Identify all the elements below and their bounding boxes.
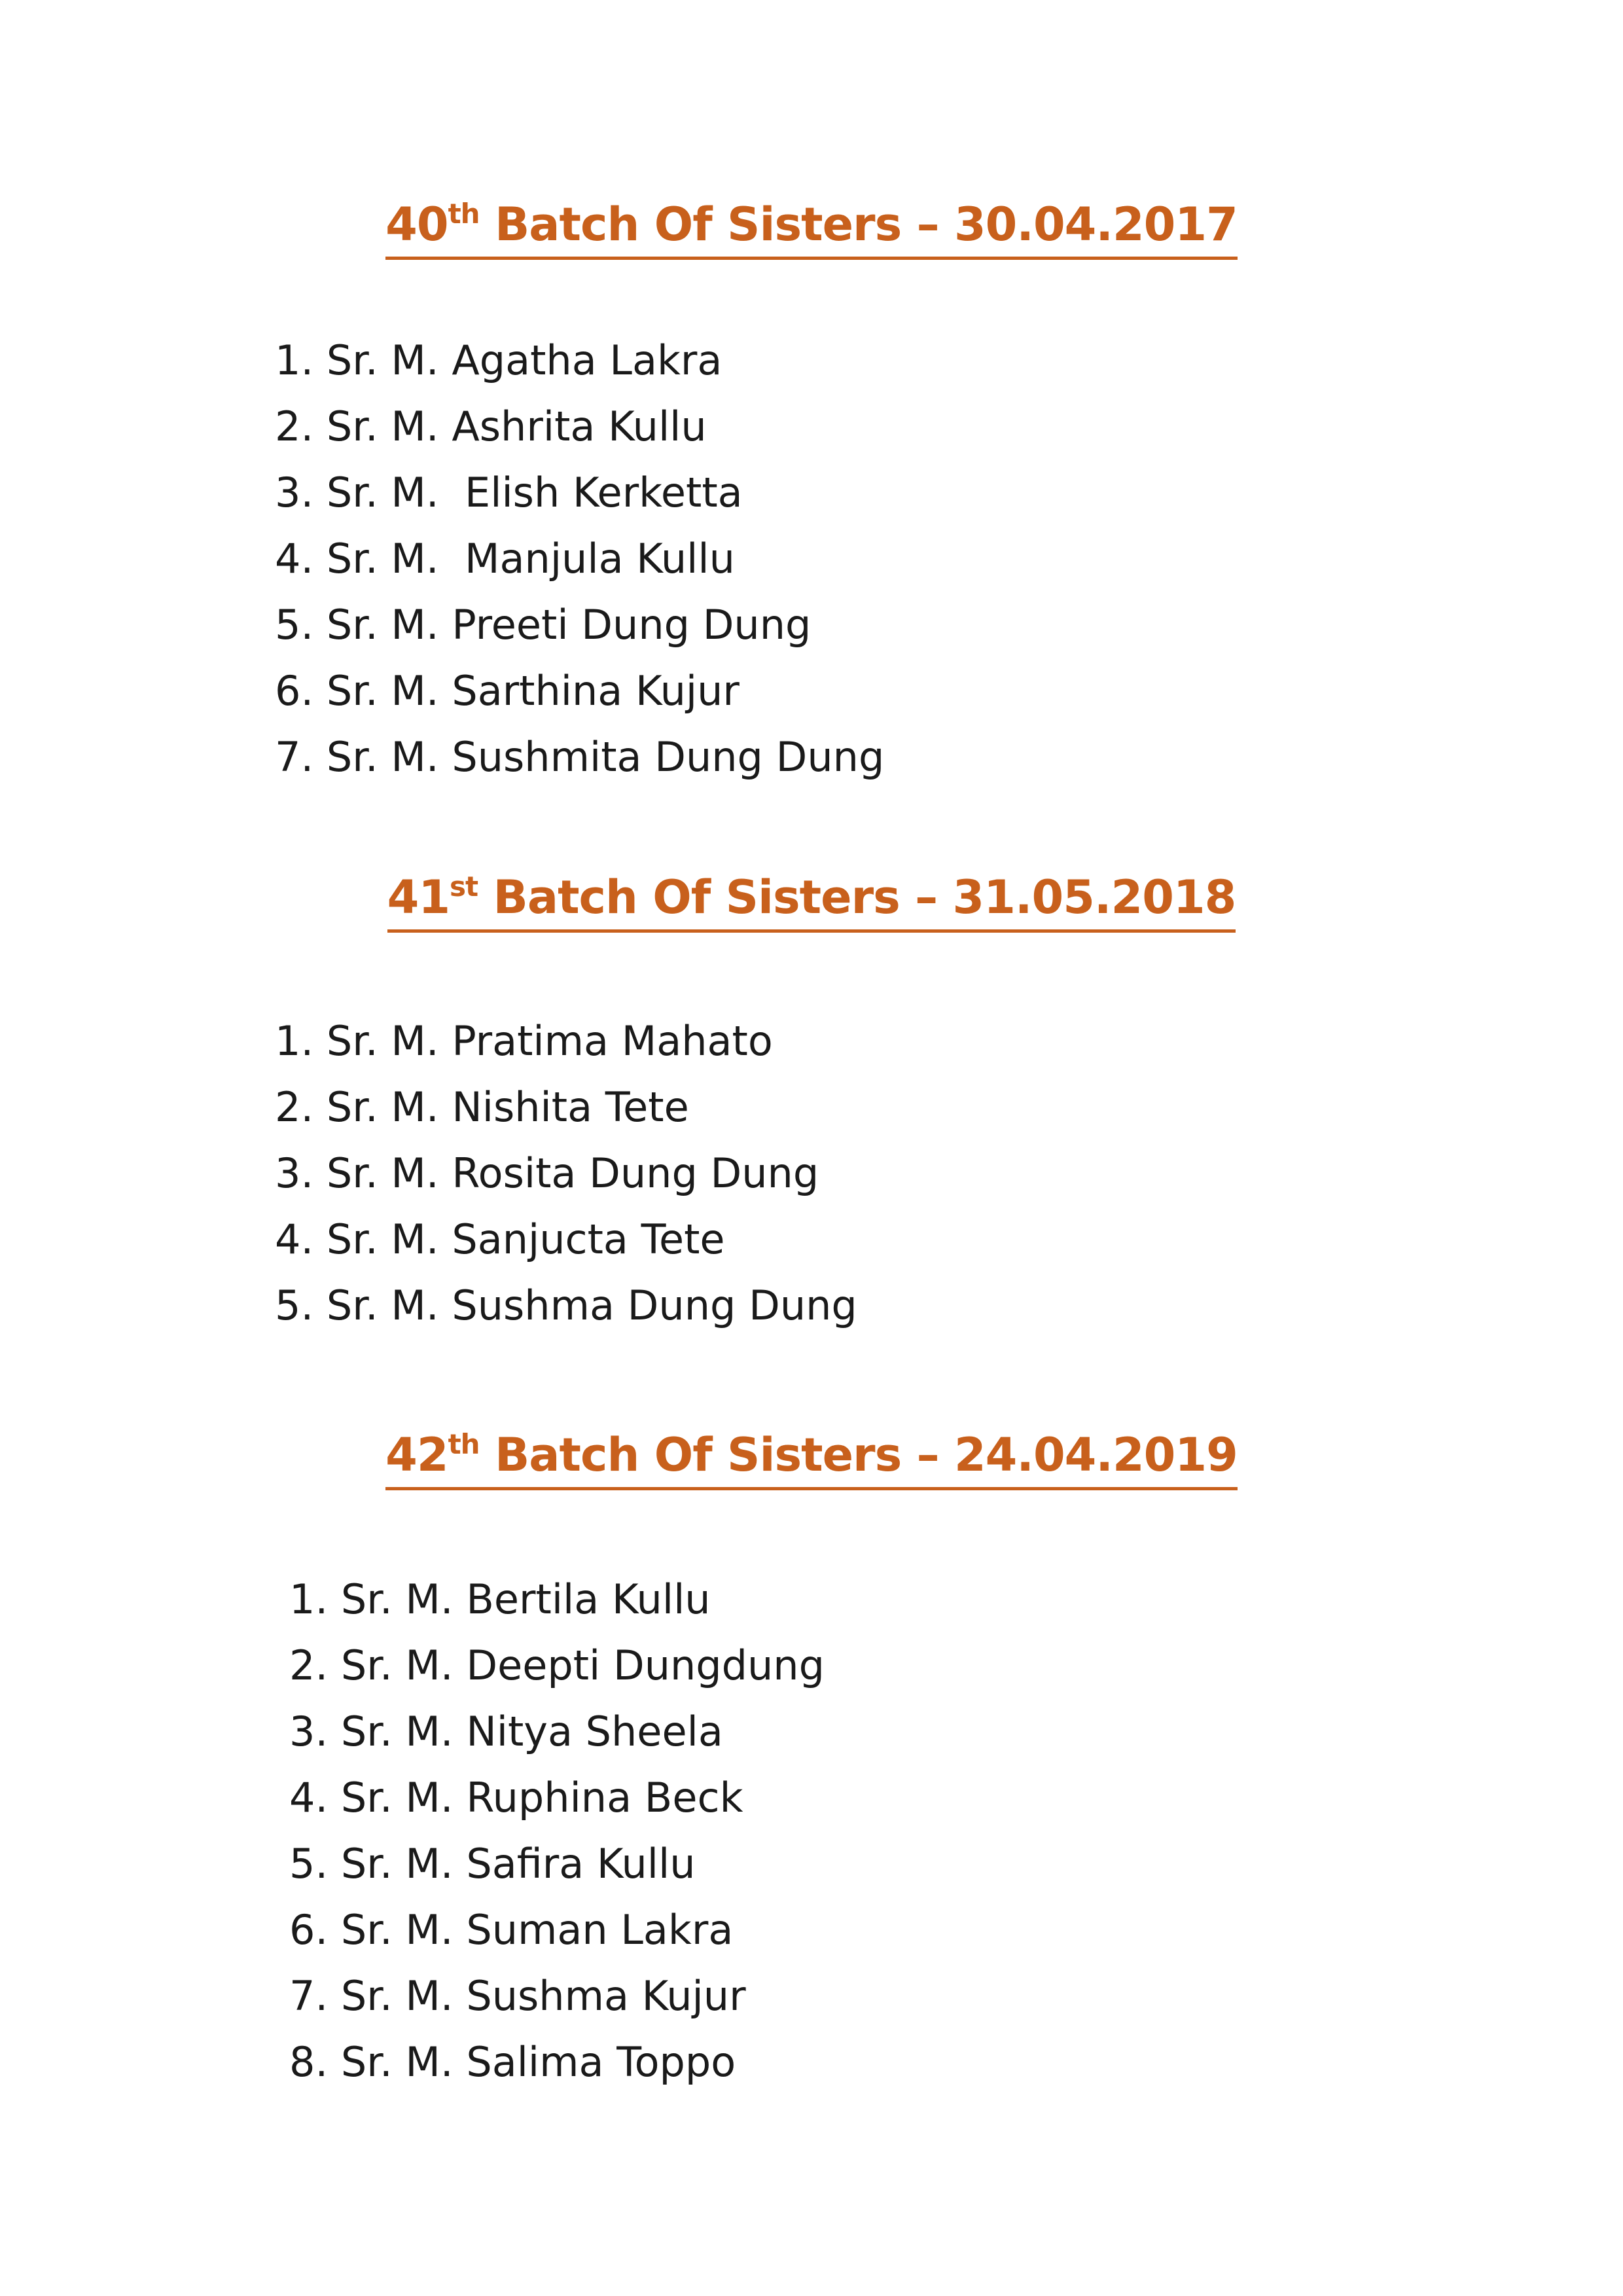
list-item: 6. Sr. M. Suman Lakra (289, 1906, 734, 1954)
list-item: 4. Sr. M. Sanjucta Tete (275, 1215, 725, 1263)
list-item: 5. Sr. M. Preeti Dung Dung (275, 601, 812, 649)
batch-41-title: Batch Of Sisters – 31.05.2018 (478, 870, 1236, 924)
batch-41-heading (0, 868, 1623, 933)
list-item: 5. Sr. M. Safira Kullu (289, 1840, 696, 1888)
batch-42-number: 42 (385, 1428, 448, 1482)
batch-40-ordinal-suffix: th (448, 198, 480, 230)
list-item: 3. Sr. M. Nitya Sheela (289, 1708, 723, 1755)
list-item: 8. Sr. M. Salima Toppo (289, 2038, 736, 2086)
batch-40-member-list (275, 327, 884, 790)
batch-41-number: 41 (387, 870, 450, 924)
batch-41-heading-underlined (387, 868, 1236, 933)
list-item: 3. Sr. M. Rosita Dung Dung (275, 1149, 819, 1197)
batch-40-title: Batch Of Sisters – 30.04.2017 (479, 198, 1238, 251)
list-item: 3. Sr. M. Elish Kerketta (275, 469, 743, 516)
list-item: 2. Sr. M. Nishita Tete (275, 1083, 689, 1131)
batch-42-ordinal-suffix: th (448, 1428, 480, 1460)
list-item: 7. Sr. M. Sushmita Dung Dung (275, 733, 885, 781)
batch-40-number: 40 (385, 198, 448, 251)
list-item: 2. Sr. M. Deepti Dungdung (289, 1641, 825, 1689)
list-item: 1. Sr. M. Bertila Kullu (289, 1575, 711, 1623)
batch-42-heading (0, 1426, 1623, 1490)
list-item: 2. Sr. M. Ashrita Kullu (275, 403, 707, 450)
list-item: 4. Sr. M. Manjula Kullu (275, 535, 735, 583)
list-item: 1. Sr. M. Pratima Mahato (275, 1017, 773, 1065)
batch-42-member-list (289, 1566, 825, 2095)
batch-42-title: Batch Of Sisters – 24.04.2019 (479, 1428, 1238, 1482)
batch-40-heading (0, 195, 1623, 260)
list-item: 6. Sr. M. Sarthina Kujur (275, 667, 740, 715)
list-item: 4. Sr. M. Ruphina Beck (289, 1774, 743, 1821)
batch-41-member-list (275, 1008, 857, 1338)
list-item: 5. Sr. M. Sushma Dung Dung (275, 1282, 857, 1329)
batch-40-heading-underlined (385, 195, 1238, 260)
list-item: 1. Sr. M. Agatha Lakra (275, 336, 722, 384)
batch-41-ordinal-suffix: st (450, 870, 478, 903)
list-item: 7. Sr. M. Sushma Kujur (289, 1972, 746, 2020)
batch-42-heading-underlined (385, 1426, 1238, 1490)
